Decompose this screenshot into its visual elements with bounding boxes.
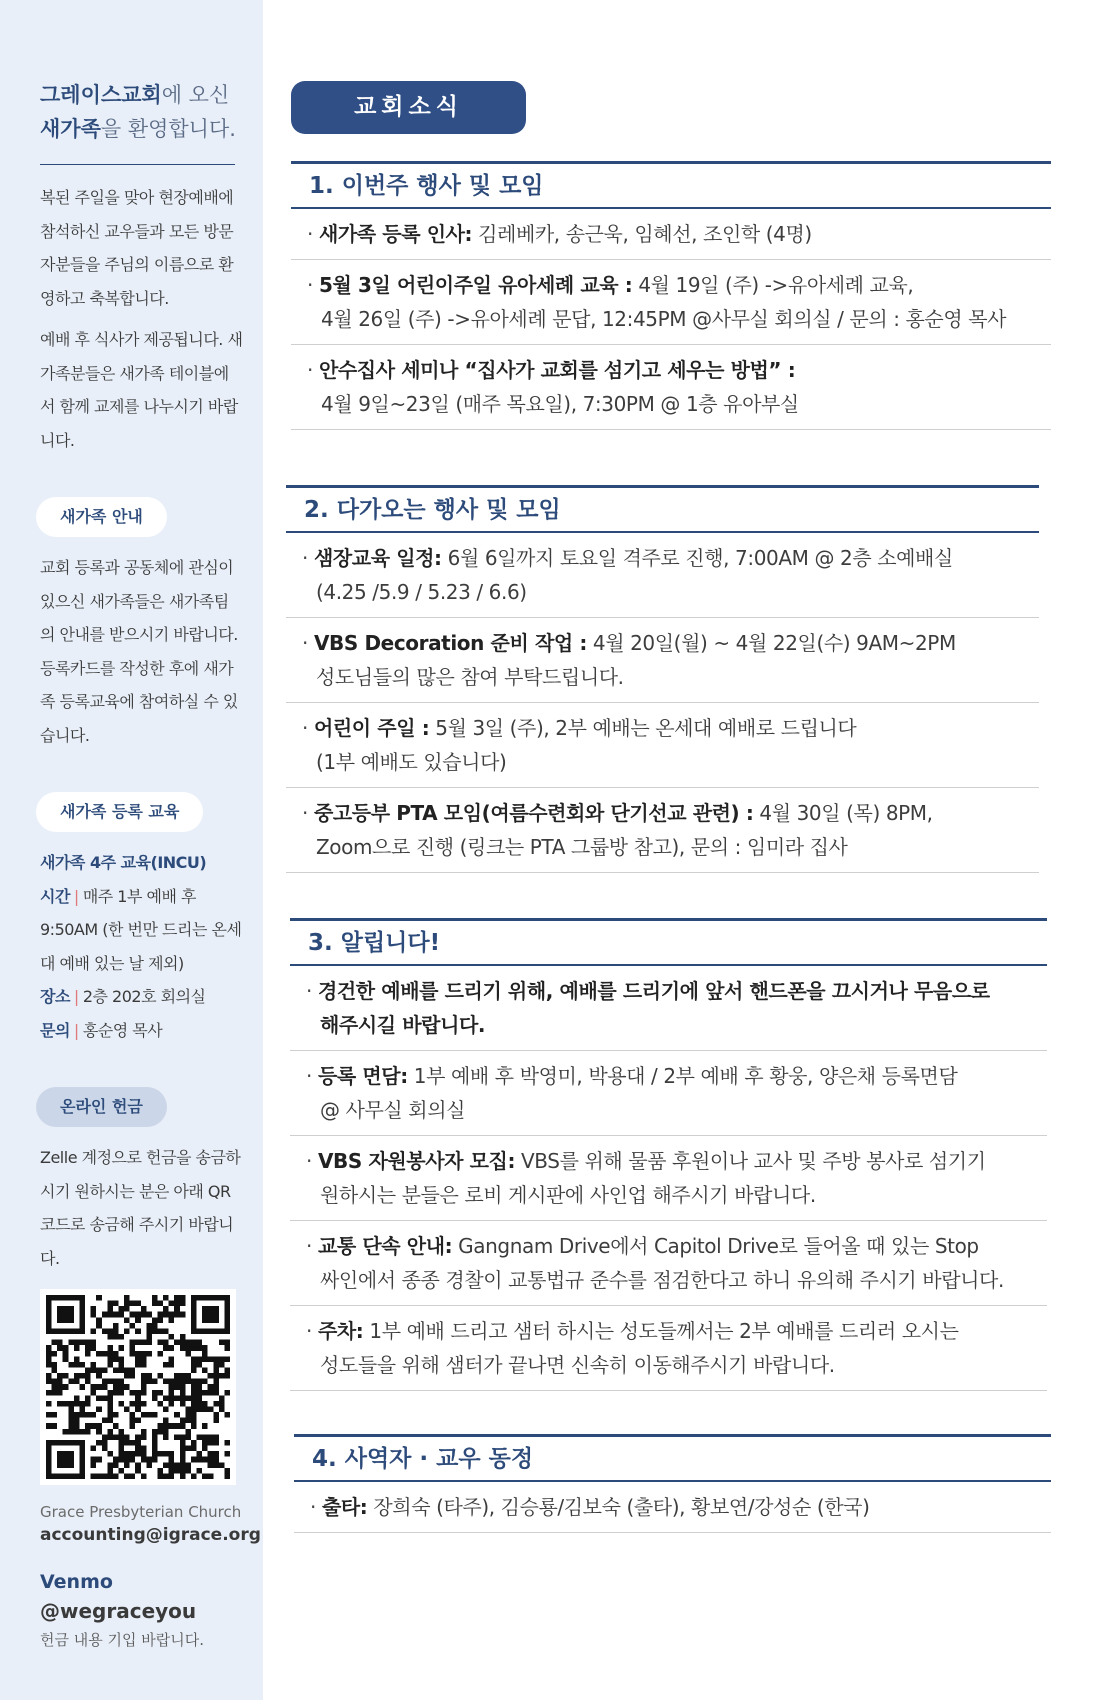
place-label: 장소 [40,987,70,1006]
online-offering-pill: 온라인 헌금 [36,1087,167,1127]
item-line2: (1부 예배도 있습니다) [316,750,507,774]
list-item: · 어린이 주일 : 5월 3일 (주), 2부 예배는 온세대 예배로 드립니다 (1부 예배도 있습니다) [286,703,1039,788]
item-title: VBS Decoration 준비 작업 : [313,631,587,655]
section-title: 1. 이번주 행사 및 모임 [291,161,1051,209]
section-title: 2. 다가오는 행사 및 모임 [286,485,1039,533]
contact-label: 문의 [40,1020,70,1040]
welcome-paragraph: 복된 주일을 맞아 현장예배에 참석하신 교우들과 모든 방문자분들을 주님의 이름으로 환영하고 축복합니다. [40,188,234,308]
item-line2: 4월 26일 (주) ->유아세례 문답, 12:45PM @사무실 회의실 / 문의 : 홍순영 목사 [321,307,1007,331]
welcome-heading [40,78,243,146]
list-item: · 등록 면담: 1부 예배 후 박영미, 박용대 / 2부 예배 후 황웅, 양은채 등록면담 @ 사무실 회의실 [290,1051,1047,1136]
list-item: · VBS Decoration 준비 작업 : 4월 20일(월) ~ 4월 22일(수) 9AM~2PM 성도님들의 많은 참여 부탁드립니다. [286,618,1039,703]
item-title: 주차: [317,1319,364,1343]
section-staff-news [294,1434,1051,1533]
venmo-id: @wegraceyou [40,1599,197,1623]
list-item: · 교통 단속 안내: Gangnam Drive에서 Capitol Drive로 들어올 때 있는 Stop 싸인에서 종종 경찰이 교통법규 준수를 점검한다고 하니 유의해 주시기 바랍니다. [290,1221,1047,1306]
item-title: 샘장교육 일정: [313,546,442,570]
new-family-guide [40,497,243,752]
offering-email: accounting@igrace.org [40,1525,261,1545]
education-contact: 문의 | 홍순영 목사 [40,1020,163,1040]
list-item: · 안수집사 세미나 “집사가 교회를 섬기고 세우는 방법” : 4월 9일~23일 (매주 목요일), 7:30PM @ 1층 유아부실 [291,345,1051,430]
list-item: · 주차: 1부 예배 드리고 샘터 하시는 성도들께서는 2부 예배를 드리러 오시는 성도들을 위해 샘터가 끝나면 신속히 이동해주시기 바랍니다. [290,1306,1047,1391]
item-text: 장희숙 (타주), 김승룡/김보숙 (출타), 황보연/강성순 (한국) [367,1495,870,1519]
list-item: · 경건한 예배를 드리기 위해, 예배를 드리기에 앞서 핸드폰을 끄시거나 무음으로 해주시길 바랍니다. [290,966,1047,1051]
education-details [40,846,243,1047]
contact-value: 홍순영 목사 [82,1020,163,1040]
new-family-guide-text: 교회 등록과 공동체에 관심이 있으신 새가족들은 새가족팀의 안내를 받으시기 바랍니다. 등록카드를 작성한 후에 새가족 등록교육에 참여하실 수 있습니다. [40,558,238,745]
welcome-family: 새가족 [40,117,101,141]
education-heading: 새가족 4주 교육(INCU) [40,853,207,872]
item-text: VBS를 위해 물품 후원이나 교사 및 주방 봉사로 섬기기 [515,1149,986,1173]
item-title: 5월 3일 어린이주일 유아세례 교육 : [318,273,633,297]
item-line2: Zoom으로 진행 (링크는 PTA 그룹방 참고), 문의 : 임미라 집사 [316,835,848,859]
item-text: 4월 19일 (주) ->유아세례 교육, [632,273,914,297]
registration-education [40,792,243,1047]
item-title: 출타: [321,1495,368,1519]
item-text: 김레베카, 송근욱, 임혜선, 조인학 (4명) [472,222,812,246]
section-upcoming [286,485,1039,873]
meal-paragraph: 예배 후 식사가 제공됩니다. 새가족분들은 새가족 테이블에서 함께 교제를 나누시기 바랍니다. [40,330,243,450]
item-text: 1부 예배 드리고 샘터 하시는 성도들께서는 2부 예배를 드리러 오시는 [363,1319,959,1343]
venmo-note: 헌금 내용 기입 바랍니다. [40,1631,204,1649]
education-place: 장소 | 2층 202호 회의실 [40,987,206,1006]
welcome-text-2: 을 환영합니다. [100,117,236,141]
item-text: 5월 3일 (주), 2부 예배는 온세대 예배로 드립니다 [429,716,857,740]
section-announcements [290,918,1047,1391]
online-offering [40,1087,261,1650]
item-text: 4월 20일(월) ~ 4월 22일(수) 9AM~2PM [586,631,956,655]
section-title: 4. 사역자 · 교우 동정 [294,1434,1051,1482]
church-news-header: 교회소식 [291,81,526,134]
qr-code[interactable] [40,1289,236,1485]
item-title: 안수집사 세미나 “집사가 교회를 섬기고 세우는 방법” : [318,358,796,382]
welcome-church-name: 그레이스교회 [40,83,162,107]
item-line2: (4.25 /5.9 / 5.23 / 6.6) [316,580,527,604]
list-item: · 출타: 장희숙 (타주), 김승룡/김보숙 (출타), 황보연/강성순 (한국) [294,1482,1051,1533]
item-title: 어린이 주일 : [313,716,430,740]
item-title: 새가족 등록 인사: [318,222,473,246]
welcome-text-1: 에 오신 [161,83,230,107]
item-line2: @ 사무실 회의실 [320,1098,466,1122]
qr-code-image [46,1295,230,1479]
offering-text: Zelle 계정으로 헌금을 송금하시기 원하시는 분은 아래 QR 코드로 송금해 주시기 바랍니다. [40,1148,241,1268]
item-line2: 성도님들의 많은 참여 부탁드립니다. [316,665,624,689]
new-family-guide-pill: 새가족 안내 [36,497,167,537]
item-text: 6월 6일까지 토요일 격주로 진행, 7:00AM @ 2층 소예배실 [441,546,953,570]
registration-education-pill: 새가족 등록 교육 [36,792,203,832]
item-line2: 4월 9일~23일 (매주 목요일), 7:30PM @ 1층 유아부실 [321,392,799,416]
item-text: 1부 예배 후 박영미, 박용대 / 2부 예배 후 황웅, 양은채 등록면담 [407,1064,958,1088]
list-item: · VBS 자원봉사자 모집: VBS를 위해 물품 후원이나 교사 및 주방 봉사로 섬기기 원하시는 분들은 로비 게시판에 사인업 해주시기 바랍니다. [290,1136,1047,1221]
list-item: · 중고등부 PTA 모임(여름수련회와 단기선교 관련) : 4월 30일 (목) 8PM, Zoom으로 진행 (링크는 PTA 그룹방 참고), 문의 : 임미라 집사 [286,788,1039,873]
item-title: VBS 자원봉사자 모집: [317,1149,516,1173]
time-label: 시간 [40,886,70,906]
time-value: 매주 1부 예배 후 9:50AM (한 번만 드리는 온세대 예배 있는 날 제외) [40,886,242,973]
sidebar [0,0,263,1700]
item-line2: 원하시는 분들은 로비 게시판에 사인업 해주시기 바랍니다. [320,1183,816,1207]
section-title: 3. 알립니다! [290,918,1047,966]
education-time: 시간 | 매주 1부 예배 후 9:50AM (한 번만 드리는 온세대 예배 있는 날 제외) [40,886,242,973]
section-this-week [291,161,1051,430]
list-item: · 새가족 등록 인사: 김레베카, 송근욱, 임혜선, 조인학 (4명) [291,209,1051,260]
venmo-label: Venmo [40,1571,113,1593]
place-value: 2층 202호 회의실 [82,987,206,1006]
item-line2: 성도들을 위해 샘터가 끝나면 신속히 이동해주시기 바랍니다. [320,1353,835,1377]
sidebar-divider [40,164,235,165]
item-title: 경건한 예배를 드리기 위해, 예배를 드리기에 앞서 핸드폰을 끄시거나 무음으로 [317,979,990,1003]
item-title: 교통 단속 안내: [317,1234,453,1258]
item-title: 중고등부 PTA 모임(여름수련회와 단기선교 관련) : [313,801,754,825]
item-title: 등록 면담: [317,1064,408,1088]
list-item: · 5월 3일 어린이주일 유아세례 교육 : 4월 19일 (주) ->유아세례 교육, 4월 26일 (주) ->유아세례 문답, 12:45PM @사무실 회의실 / 문의 : 홍순영 목사 [291,260,1051,345]
item-line2: 싸인에서 종종 경찰이 교통법규 준수를 점검한다고 하니 유의해 주시기 바랍니다. [320,1268,1004,1292]
item-text: 4월 30일 (목) 8PM, [753,801,933,825]
offering-church-name: Grace Presbyterian Church [40,1503,242,1521]
item-text: Gangnam Drive에서 Capitol Drive로 들어올 때 있는 Stop [452,1234,979,1258]
item-line2: 해주시길 바랍니다. [320,1013,486,1037]
list-item: · 샘장교육 일정: 6월 6일까지 토요일 격주로 진행, 7:00AM @ 2층 소예배실 (4.25 /5.9 / 5.23 / 6.6) [286,533,1039,618]
